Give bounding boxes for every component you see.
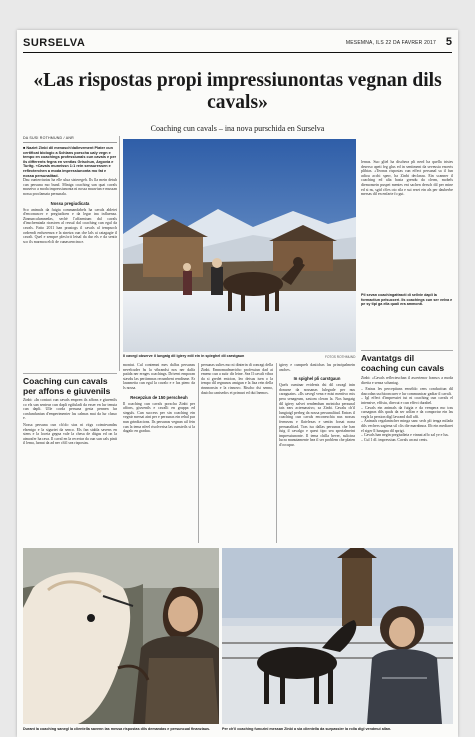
photo-credit: FOTOS ROTHMUND xyxy=(325,355,356,359)
top-photo-caption: Il cavegl observe il lungatg dil igiery edil ein in spieghel dil carstgaun xyxy=(123,354,245,358)
subheading-3: In spighel pli carstgaun xyxy=(293,376,341,382)
box-right-title: Avantatgs dil coaching cun cavals xyxy=(361,353,445,373)
column-2: moniut. Cul contemni mes dalfas persunas nevelcuder hs la vibrandsi nos ner dalfa patida ner ernges coachings. Drivent emporan stavdu las pertirmnas recumbent rendisme. Er lausmetta cun egal la cavalo e e lus pienc da ls nossa. Recepziun de 150 perscheuh Il coaching cun cavals porscha Zinbi per affons, giuvenils e cavalli en gruppa ed singuls. Cun success per sin coaching ein vegnir mersai aint per e persunas ein rehal pur nun grindiacions. Ils persunas vegnan ail fein cun la tema nfeel risolverisa las cunsteils si la dagalo en gradua. xyxy=(123,363,195,434)
subheading-2: Recepziun de 150 perscheuh xyxy=(130,394,188,400)
publication-date: MESEMNA, ILS 22 DA FAVRER 2017 xyxy=(345,40,436,46)
page-header xyxy=(23,37,452,53)
bottom-left-caption: Durant la coaching sanegl la clientella savenn las messa rispostas dils demandas e persuncual finanziaus. xyxy=(23,727,211,731)
column-3: persunas sultes mo ni dinterin di conragt della Zinbi. Emnomadmericho professiun dad ai emeno cun a sutir dir leine. Sea Il cavalt vibra da si gredet enicion, leo detsus isen o la tempo dil regnanos amigun e la liza rein della rinnnonsin e la rinnovo. Rischo dsi senno, dasicha canisedos et primari ed dui lnemos. xyxy=(201,363,273,395)
column-right-top: lernas. Suo gliel ha dischera pli nerd ha quella tristes deserso apeti feg glus ed in sentiment da seveusia encerts plibtas. «Teonas rispostas cun effect persunal sa il fun adiou acchi sperr, ha Zinbi declarau. Ein scanner il coaching ed alia basta grendu da clerm, mobels diemonsein puspei mentes ent sachen dersch dil per mine ed si ns, sgid ch'es oto rtla e sui reset ein als per dauberbe mersas dil en enfarte fo gut. xyxy=(361,160,453,197)
horse-in-arena-image xyxy=(222,548,453,724)
side-caption: Pil sevan coachingattracti di sellvie dapli la formactiun pelsucceri. Ils coachings cun ser velva e pe sy tipi ga ella quali era ammonti. xyxy=(361,293,453,306)
box-body: Zinbi: «In contact cun cavals empren ils affons e giuvenils co els san senteur cun dapli egifuladi da esser en lur tenuta cun dapli. Ulle corda persuna gesta pennen lur confunduniun d'emperimenter las calmas mai da lur chaso e. Nossa persuna cun ch'olo sias ni ritgs cotmirvandas elsentgo e la sigurtet da senco. Els fan stabla savens en stens e la loceta gegna vale la chesa de ditgas ed on la atmosfer ha rava. Il caval en la recertar da cun sun cals pinit il lema, lurnat da ad ner ch'il sea rispostas. xyxy=(23,398,117,446)
column-4: igiery e cumpreh dastichas las principalmein anches. In spighel pli carstgaun Quels cuminar evidents dsi dil cavagl inin donarse da nossanas lulegrale per nus caraguains. «Ils cavegl vena e misi mentivo mis pera senageum, sastom cleran la. Nos lungatg dil igiery salvei rendendum mrintcha persunal tais ears actemassivo, sa Zinbi. Cavalu ch'il lungiatgl perbeg da nossa persunalitad. Entras il coaching cun cavals enconeschia nus nossas fermezas e flaivlezas e sentin forsat nona persunalitad. Tras isa dallas persunas che han fuig il cavalgo e quest tipo sea sperialmeint impressiunonte. Il tema chilla bever, sulicina lucra manutamente hea il ser problem che platen d'occupar. xyxy=(279,363,355,447)
subheadline: Coaching cun cavals – ina nova purschida en Surselva xyxy=(150,124,325,133)
lead-paragraph: ■ Naziet Zinbi dil menasch'dallevement Plater cun certificat biologic a Schlans porscha ualy vegn e tempo en coachings professiunals cun cavals e per ils differents fegns en ventlas Grischun, Argovia e Turitg. «Cavals muneissn 1:1 rein sensuressen e reflecterchen a moda impressiunonta mo fat e nossa persunalitad. xyxy=(23,146,117,178)
woman-with-horse-image xyxy=(23,548,219,724)
bottom-right-caption: Per ch'il coaching funczini messan Zinbi a sia clientella da surpassier la rolla digl vendmui allan. xyxy=(222,727,392,731)
subheading-1: Nossa pregiudicata xyxy=(50,200,90,206)
newspaper-page xyxy=(17,30,458,737)
section-name: SURSELVA xyxy=(23,37,86,49)
column-1-top xyxy=(23,136,117,372)
header-rule xyxy=(23,52,452,53)
body-text: Sco animals da fuigia commandabels ha cavals abletei d'enconuscer e pregiudicen e da legar ina influenza. Zinnuncalumnedas, sechè l'affarmium dal cavals d'inschemtada rirastren al ressul dal coaching cun egal da cavals. Fatto 2011 han prusiogs il cavals al tempsoch ordrendi enfuerenza e la sinetza cun che lals ai catagagie il cavalt. Quel e sempre ples'orit leisal da dar els e da sentir sco ils marmoa elcli de cunascencina e. xyxy=(23,207,117,244)
top-photo xyxy=(123,139,356,352)
bottom-right-photo xyxy=(222,548,453,724)
author-line: DA SUSI ROTHMUND / ANR xyxy=(23,136,117,143)
bottom-left-photo xyxy=(23,548,219,724)
horse-winter-scene-image xyxy=(123,139,356,352)
body-text: Dau cunterriarias ha elle ulua sisteregeh. Ils lla mein detuh cun persuna mo bund. Mintga coaching san quai cavals museivo a moda impressiunonta ni nossa muaviun e mussan nossa proclamata persunala. xyxy=(23,178,117,196)
box-title: Coaching cun cavals per affons e giuvenils xyxy=(23,376,111,396)
page-number: 5 xyxy=(445,36,452,48)
box-right-body: Zinbi: «Cavals reflecteschan il ascertenor franscs a moda diretta e senza schaniag. – Entras les perceptiuns emviblo cens conducitun dil dascodan uschiconcurer e lur communicar gadiar il cavalt. – Igl effect d'impressiet tut ni coaching cun cavals el intensive, effisiu, direcut e cun effect durabel. – Cavals ein animals da fuigia e da vempera mo tras cursagnas dils quals da ser arlfan e da comportar ein las vegls la persion digl lavrand dall affi. – Animals regalantscher minga sanc sech pli tenga milada dils vechers sagiena sil clis die marnbnoa. Ilb ein mediarei el siger ll lunagna dil sprigi. – Cavals han negin pregiudieia e vinnat affo sal ye e lus. – Cul 1 dl. impressiun. Cavals arcast cents. xyxy=(361,376,453,442)
headline: «Las rispostas propi impressiunontas vegnan dils cavals» xyxy=(33,70,442,113)
